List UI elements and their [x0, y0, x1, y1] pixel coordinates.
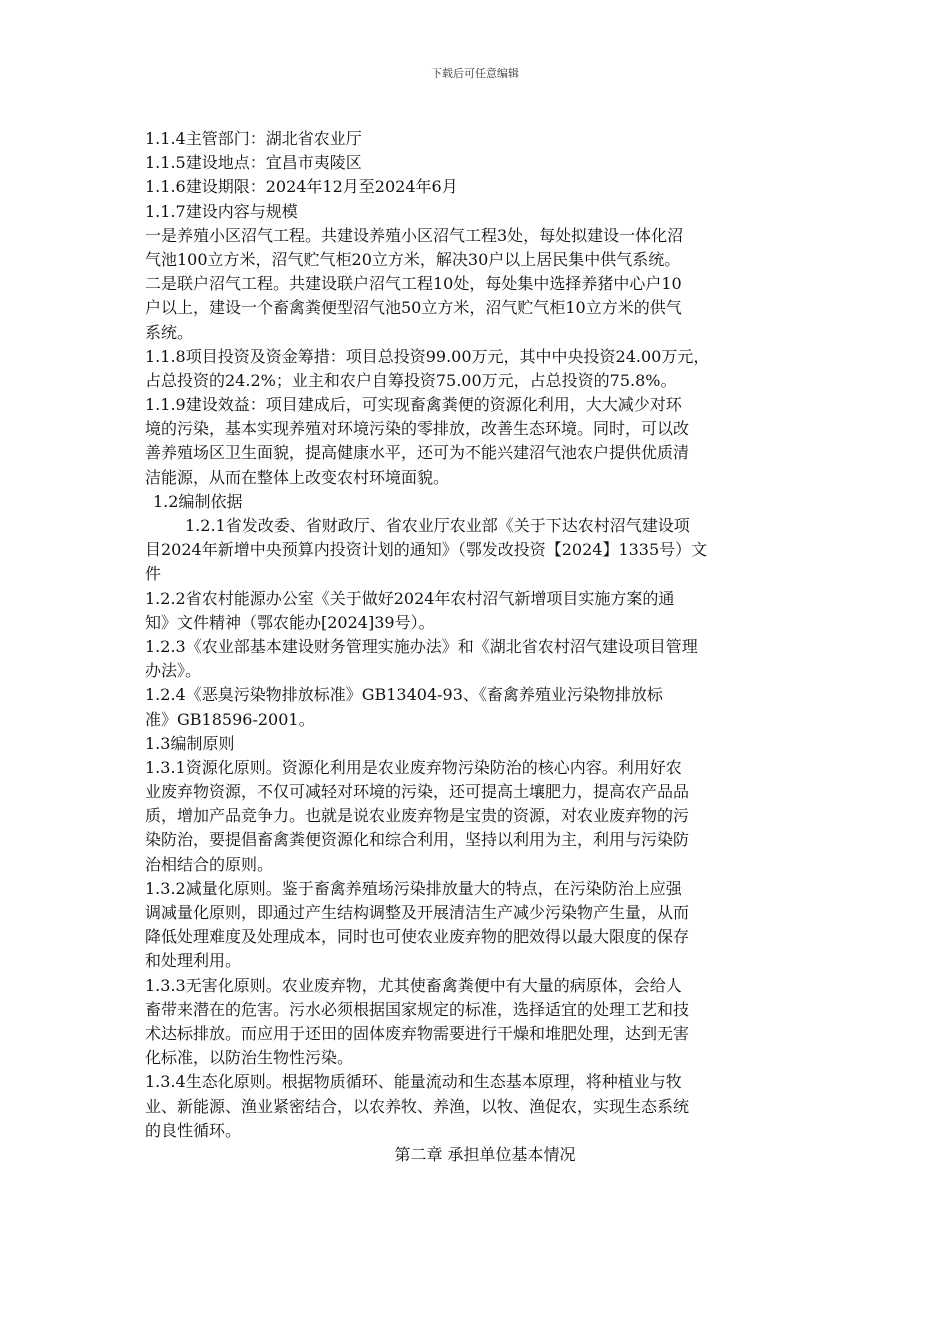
- section-1-3-2: 1.3.2减量化原则。鉴于畜禽养殖场污染排放量大的特点，在污染防治上应强: [145, 878, 682, 898]
- section-1-1-7-heading: 1.1.7建设内容与规模: [145, 201, 298, 221]
- paragraph-line: 办法》。: [145, 661, 202, 681]
- section-1-3-heading: 1.3编制原则: [145, 733, 235, 753]
- paragraph-line: 件: [145, 564, 162, 584]
- paragraph-line: 境的污染，基本实现养殖对环境污染的零排放，改善生态环境。同时，可以改: [145, 419, 690, 439]
- section-1-2-2: 1.2.2省农村能源办公室《关于做好2024年农村沼气新增项目实施方案的通: [145, 588, 675, 608]
- paragraph-line: 治相结合的原则。: [145, 854, 274, 874]
- section-1-1-5: 1.1.5建设地点：宜昌市夷陵区: [145, 153, 362, 173]
- paragraph-line: 畜带来潜在的危害。污水必须根据国家规定的标准，选择适宜的处理工艺和技: [145, 999, 690, 1019]
- paragraph-line: 善养殖场区卫生面貌，提高健康水平，还可为不能兴建沼气池农户提供优质清: [145, 443, 690, 463]
- paragraph-line: 目2024年新增中央预算内投资计划的通知》（鄂发改投资【2024】1335号）文: [145, 540, 708, 560]
- section-1-3-3: 1.3.3无害化原则。农业废弃物，尤其使畜禽粪便中有大量的病原体，会给人: [145, 975, 682, 995]
- section-1-3-4: 1.3.4生态化原则。根据物质循环、能量流动和生态基本原理，将种植业与牧: [145, 1072, 682, 1092]
- paragraph-line: 术达标排放。而应用于还田的固体废弃物需要进行干燥和堆肥处理，达到无害: [145, 1023, 690, 1043]
- section-1-2-4: 1.2.4《恶臭污染物排放标准》GB13404-93、《畜禽养殖业污染物排放标: [145, 685, 663, 705]
- paragraph-line: 准》GB18596-2001。: [145, 709, 315, 729]
- section-1-3-1: 1.3.1资源化原则。资源化利用是农业废弃物污染防治的核心内容。利用好农: [145, 757, 682, 777]
- section-1-2-1: 1.2.1省发改委、省财政厅、省农业厅农业部《关于下达农村沼气建设项: [185, 516, 690, 535]
- paragraph-line: 气池100立方米，沼气贮气柜20立方米，解决30户以上居民集中供气系统。: [145, 249, 681, 269]
- paragraph-line: 业、新能源、渔业紧密结合，以农养牧、养渔，以牧、渔促农，实现生态系统: [145, 1096, 690, 1116]
- paragraph-line: 染防治，要提倡畜禽粪便资源化和综合利用，坚持以利用为主，利用与污染防: [145, 830, 690, 850]
- paragraph-line: 化标准，以防治生物性污染。: [145, 1048, 354, 1068]
- paragraph-line: 洁能源，从而在整体上改变农村环境面貌。: [145, 467, 450, 487]
- section-1-2-heading: 1.2编制依据: [153, 491, 243, 511]
- section-1-1-9: 1.1.9建设效益：项目建成后，可实现畜禽粪便的资源化利用，大大减少对环: [145, 395, 682, 415]
- section-1-2-3: 1.2.3《农业部基本建设财务管理实施办法》和《湖北省农村沼气建设项目管理: [145, 636, 698, 656]
- paragraph-line: 二是联户沼气工程。共建设联户沼气工程10处，每处集中选择养猪中心户10: [145, 274, 682, 294]
- paragraph-line: 业废弃物资源，不仅可减轻对环境的污染，还可提高土壤肥力，提高农产品品: [145, 782, 690, 802]
- paragraph-line: 系统。: [145, 322, 194, 342]
- paragraph-line: 知》文件精神（鄂农能办[2024]39号）。: [145, 612, 435, 632]
- paragraph-line: 降低处理难度及处理成本，同时也可使农业废弃物的肥效得以最大限度的保存: [145, 927, 690, 947]
- paragraph-line: 户以上，建设一个畜禽粪便型沼气池50立方米，沼气贮气柜10立方米的供气: [145, 298, 682, 318]
- paragraph-line: 一是养殖小区沼气工程。共建设养殖小区沼气工程3处，每处拟建设一体化沼: [145, 225, 684, 245]
- section-1-1-8: 1.1.8项目投资及资金筹措：项目总投资99.00万元，其中中央投资24.00万元，: [145, 346, 710, 366]
- paragraph-line: 和处理利用。: [145, 951, 242, 971]
- page-header: 下载后可任意编辑: [431, 67, 519, 80]
- paragraph-line: 调减量化原则，即通过产生结构调整及开展清洁生产减少污染物产生量，从而: [145, 903, 690, 922]
- document-body: [145, 127, 825, 1167]
- paragraph-line: 的良性循环。: [145, 1120, 242, 1140]
- paragraph-line: 占总投资的24.2%；业主和农户自筹投资75.00万元，占总投资的75.8%。: [145, 370, 677, 390]
- section-1-1-4: 1.1.4主管部门：湖北省农业厅: [145, 129, 362, 148]
- chapter-2-title: 第二章 承担单位基本情况: [394, 1144, 576, 1164]
- section-1-1-6: 1.1.6建设期限：2024年12月至2024年6月: [145, 177, 458, 197]
- paragraph-line: 质，增加产品竞争力。也就是说农业废弃物是宝贵的资源，对农业废弃物的污: [145, 806, 690, 826]
